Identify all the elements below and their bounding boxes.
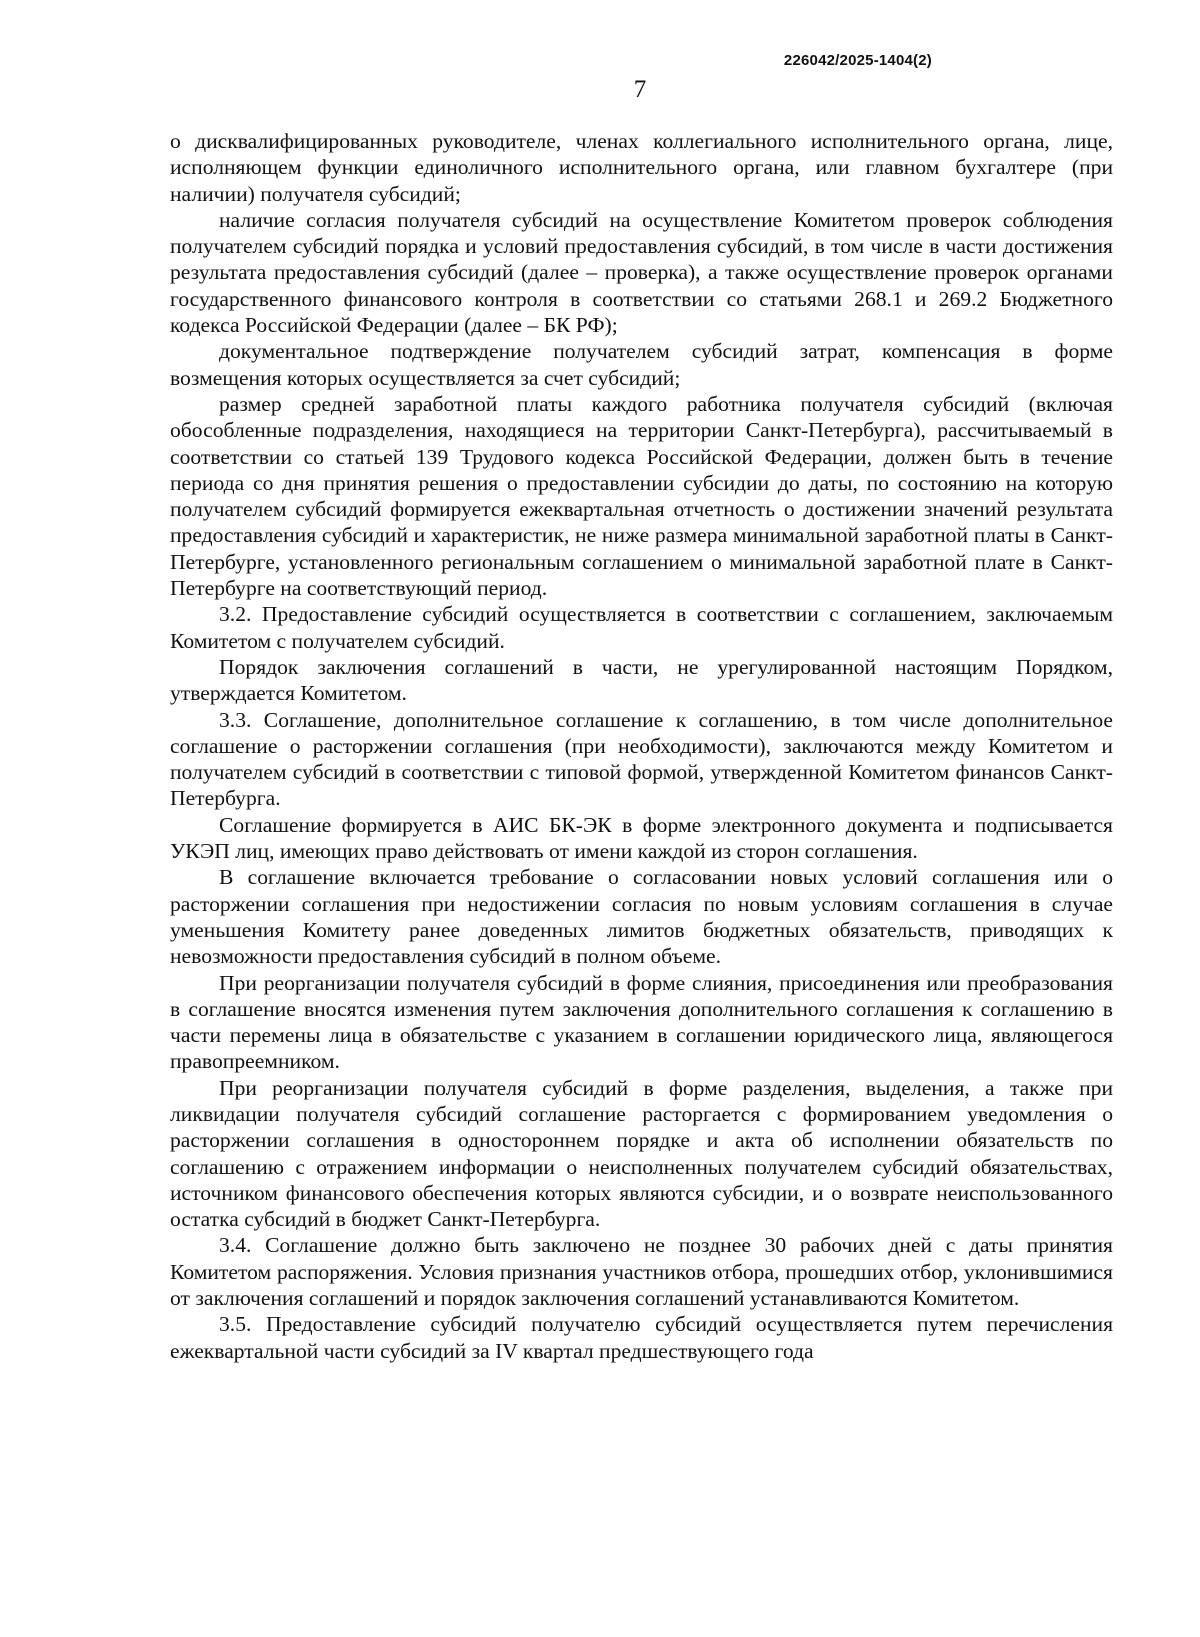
paragraph-continuation: о дисквалифицированных руководителе, членах коллегиального исполнительного органа, лице, исполняющем функции единоличного исполнительного органа, или главном бухгалтере (при наличии) получателя субсидий;	[170, 129, 1113, 206]
paragraph-3-3: 3.3. Соглашение, дополнительное соглашение к соглашению, в том числе дополнительное соглашение о расторжении соглашения (при необходимости), заключаются между Комитетом и получателем субсидий в соответствии с типовой формой, утвержденной Комитетом финансов Санкт-Петербурга.	[170, 707, 1113, 811]
paragraph-new-conditions: В соглашение включается требование о согласовании новых условий соглашения или о расторжении соглашения при недостижении согласия по новым условиям соглашения в случае уменьшения Комитету ранее доведенных лимитов бюджетных обязательств, приводящих к невозможности предоставления субсидий в полном объеме.	[170, 865, 1113, 969]
paragraph-consent-checks: наличие согласия получателя субсидий на осуществление Комитетом проверок соблюдения получателем субсидий порядка и условий предоставления субсидий, в том числе в части достижения результата предоставления субсидий (далее – проверка), а также осуществление проверок органами государственного финансового контроля в соответствии со статьями 268.1 и 269.2 Бюджетного кодекса Российской Федерации (далее – БК РФ);	[170, 207, 1113, 338]
paragraph-agreement-procedure: Порядок заключения соглашений в части, не урегулированной настоящим Порядком, утверждается Комитетом.	[170, 654, 1113, 706]
paragraph-average-salary: размер средней заработной платы каждого работника получателя субсидий (включая обособленные подразделения, находящиеся на территории Санкт-Петербурга), рассчитываемый в соответствии со статьей 139 Трудового кодекса Российской Федерации, должен быть в течение периода со дня принятия решения о предоставлении субсидии до даты, по состоянию на которую получателем субсидий формируется ежеквартальная отчетность о достижении значений результата предоставления субсидий и характеристик, не ниже размера минимальной заработной платы в Санкт-Петербурге, установленного региональным соглашением о минимальной заработной плате в Санкт-Петербурге на соответствующий период.	[170, 391, 1113, 601]
paragraph-3-5: 3.5. Предоставление субсидий получателю субсидий осуществляется путем перечисления ежеквартальной части субсидий за IV квартал предшествующего года	[170, 1312, 1113, 1363]
document-body	[170, 128, 1113, 1364]
paragraph-electronic-document: Соглашение формируется в АИС БК-ЭК в форме электронного документа и подписывается УКЭП лиц, имеющих право действовать от имени каждой из сторон соглашения.	[170, 812, 1113, 864]
paragraph-reorganization-merger: При реорганизации получателя субсидий в форме слияния, присоединения или преобразования в соглашение вносятся изменения путем заключения дополнительного соглашения к соглашению в части перемены лица в обязательстве с указанием в соглашении юридического лица, являющегося правопреемником.	[170, 970, 1113, 1074]
paragraph-3-2: 3.2. Предоставление субсидий осуществляется в соответствии с соглашением, заключаемым Комитетом с получателем субсидий.	[170, 602, 1113, 653]
paragraph-3-4: 3.4. Соглашение должно быть заключено не позднее 30 рабочих дней с даты принятия Комитетом распоряжения. Условия признания участников отбора, прошедших отбор, уклонившимися от заключения соглашений и порядок заключения соглашений устанавливаются Комитетом.	[170, 1233, 1113, 1311]
document-registration-number: 226042/2025-1404(2)	[783, 52, 932, 69]
paragraph-reorganization-division: При реорганизации получателя субсидий в форме разделения, выделения, а также при ликвидации получателя субсидий соглашение расторгается с формированием уведомления о расторжении соглашения в одностороннем порядке и акта об исполнении обязательств по соглашению с отражением информации о неисполненных получателем субсидий обязательствах, источником финансового обеспечения которых являются субсидии, и о возврате неиспользованного остатка субсидий в бюджет Санкт-Петербурга.	[170, 1075, 1113, 1232]
paragraph-documentary-confirmation: документальное подтверждение получателем субсидий затрат, компенсация в форме возмещения которых осуществляется за счет субсидий;	[170, 339, 1113, 390]
page-number: 7	[633, 76, 647, 103]
